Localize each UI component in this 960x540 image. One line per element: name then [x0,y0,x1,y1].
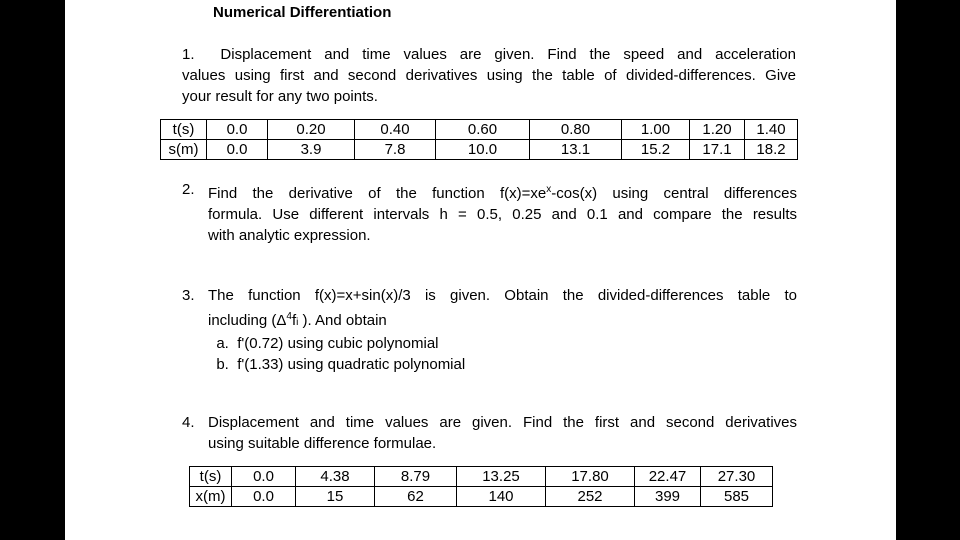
question-3-number: 3. [182,287,195,304]
table-cell: 15 [296,487,375,507]
table-cell: 399 [635,487,701,507]
table-cell: 0.20 [268,120,355,140]
table-cell: 15.2 [622,140,690,160]
table-row [190,467,773,487]
table-cell: 17.80 [546,467,635,487]
table-cell: 1.00 [622,120,690,140]
table-displacement-speed [160,119,798,160]
question-3-line-2 [208,306,797,333]
question-1-line-3: your result for any two points. [182,88,378,105]
question-3-text-2a: including (Δ [208,312,287,329]
table-cell: 0.0 [207,120,268,140]
question-2-line-3: with analytic expression. [208,227,371,244]
table-cell: 252 [546,487,635,507]
table-cell: 10.0 [436,140,530,160]
table-cell: 0.80 [530,120,622,140]
list-marker: b. [216,356,229,373]
table-row [190,487,773,507]
table-cell: 0.0 [232,487,296,507]
question-2-line-1 [208,179,797,204]
table-cell: 18.2 [745,140,798,160]
table-cell: 13.1 [530,140,622,160]
document-title: Numerical Differentiation [213,4,392,21]
table-cell: 0.40 [355,120,436,140]
question-1-text-1: Displacement and time values are given. Find the speed and acceleration [220,46,796,63]
question-3-item-a [208,333,797,354]
question-1-number: 1. [182,46,195,63]
question-1-line-1 [182,44,796,65]
superscript: 4 [286,311,292,322]
table-cell: s(m) [161,140,207,160]
table-cell: 7.8 [355,140,436,160]
table-cell: x(m) [190,487,232,507]
table-cell: 27.30 [701,467,773,487]
table-cell: 62 [375,487,457,507]
table-cell: 8.79 [375,467,457,487]
table-cell: 13.25 [457,467,546,487]
table-cell: 0.0 [207,140,268,160]
question-4-line-1: Displacement and time values are given. Find the first and second derivatives [208,414,797,431]
question-3 [208,285,797,375]
question-2 [208,179,797,246]
table-cell: 17.1 [690,140,745,160]
list-item-text: f'(1.33) using quadratic polynomial [237,356,466,373]
question-2-line-2: formula. Use different intervals h = 0.5, 0.25 and 0.1 and compare the results [208,206,797,223]
table-cell: 3.9 [268,140,355,160]
table-cell: 140 [457,487,546,507]
superscript: x [546,184,552,195]
question-1-line-2: values using first and second derivatives using the table of divided-differences. Give [182,67,796,84]
table-row [161,120,798,140]
question-4-number: 4. [182,414,195,431]
table-cell: 1.40 [745,120,798,140]
question-3-text-2b: f [291,312,297,329]
subscript: i [296,317,299,328]
table-cell: 0.60 [436,120,530,140]
list-marker: a. [216,335,229,352]
question-3-text-2c: ). And obtain [298,312,387,329]
list-item-text: f'(0.72) using cubic polynomial [237,335,439,352]
table-cell: 1.20 [690,120,745,140]
question-1 [182,44,796,107]
question-4-line-2: using suitable difference formulae. [208,435,437,452]
question-3-item-b [208,354,797,375]
table-cell: 22.47 [635,467,701,487]
table-cell: 585 [701,487,773,507]
question-3-line-1: The function f(x)=x+sin(x)/3 is given. Obtain the divided-differences table to [208,287,797,304]
question-2-text-1b: -cos(x) using central differences [551,185,797,202]
question-2-number: 2. [182,181,195,198]
table-cell: t(s) [161,120,207,140]
table-cell: 0.0 [232,467,296,487]
table-displacement-time [189,466,773,507]
table-cell: t(s) [190,467,232,487]
question-4 [208,412,797,454]
table-cell: 4.38 [296,467,375,487]
table-row [161,140,798,160]
document-page [65,0,896,540]
question-2-text-1a: Find the derivative of the function f(x)=xe [208,185,547,202]
